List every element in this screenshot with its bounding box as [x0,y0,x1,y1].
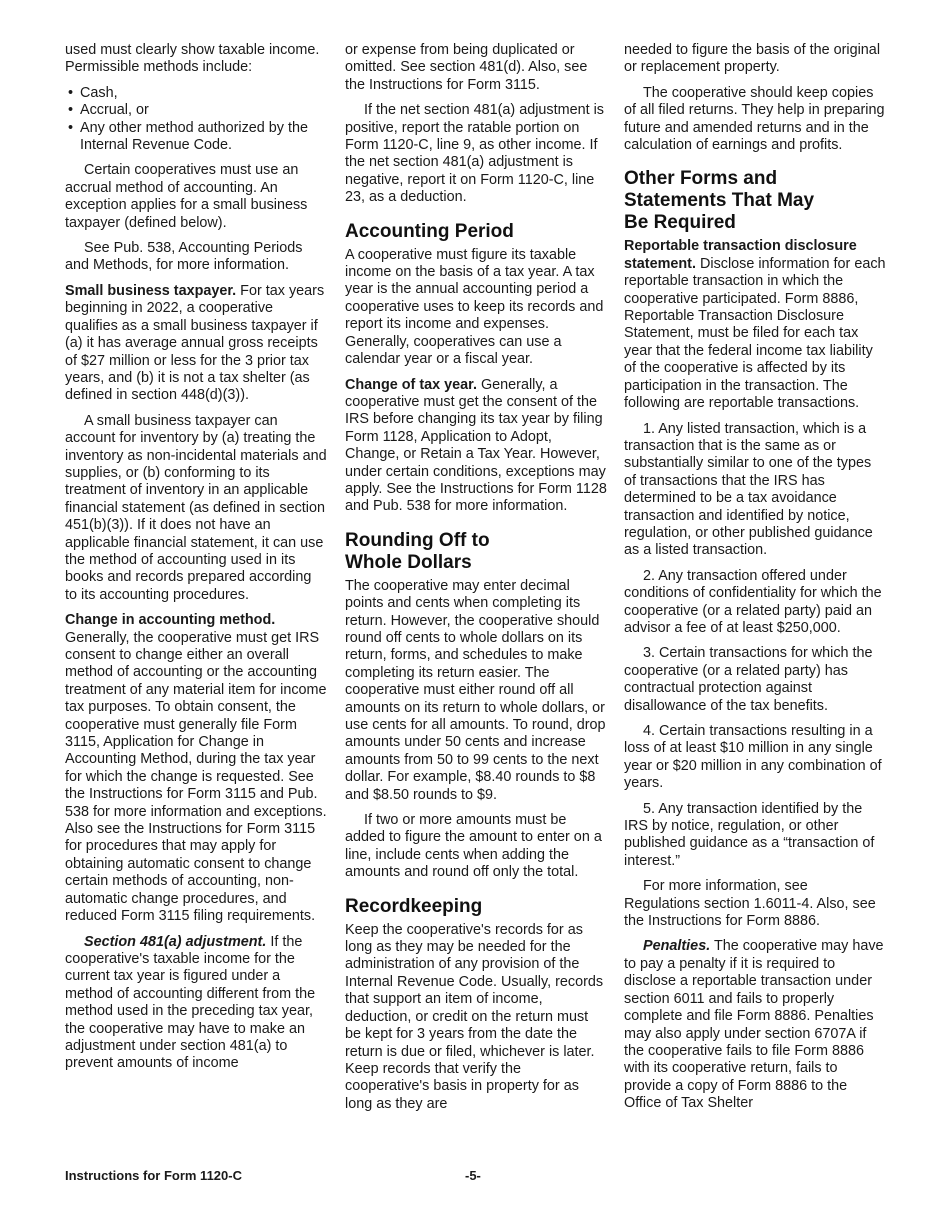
paragraph: See Pub. 538, Accounting Periods and Methods, for more information. [65,240,303,274]
section-heading: Other Forms and Statements That May Be Required [624,168,815,234]
paragraph: If two or more amounts must be added to figure the amount to enter on a line, include cents when adding the amounts and round off only the total. [345,812,602,881]
paragraph: The cooperative may enter decimal points and cents when completing its return. However, the cooperative should round off cents to whole dollars on its return, forms, and schedules to make completing its return easier. The cooperative must either round off all amounts on its return to whole dollars, or use cents for all amounts. To round, drop amounts under 50 cents and increase amounts from 50 to 99 cents to the next dollar. For example, $8.40 rounds to $8 and $8.50 rounds to $9. [345,577,606,803]
column-2 [345,42,607,1121]
list-item: 4. Certain transactions resulting in a loss of at least $10 million in any single year or $20 million in any combination of years. [624,723,882,792]
list-item: • Accrual, or [68,102,149,119]
method-list [65,85,327,155]
run-in-heading: Change of tax year. [345,376,477,393]
paragraph: Penalties. The cooperative may have to pay a penalty if it is required to disclose a reportable transaction under section 6011 and fails to properly complete and file Form 8886. Penalties may also apply under section 6707A if the cooperative fails to file Form 8886 with its cooperative return, fails to provide a copy of Form 8886 to the Office of Tax Shelter [624,938,884,1112]
paragraph: A cooperative must figure its taxable income on the basis of a tax year. A tax year is the annual accounting period a cooperative uses to keep its records and report its income and expenses. Generally, cooperatives can use a calendar year or a fiscal year. [345,246,604,368]
paragraph: Small business taxpayer. For tax years beginning in 2022, a cooperative qualifies as a small business taxpayer if (a) it has average annual gross receipts of $27 million or less for the 3 prior tax years, and (b) it is not a tax shelter (as defined in section 448(d)(3)). [65,282,325,404]
page-number: -5- [465,1168,481,1183]
paragraph: A small business taxpayer can account for inventory by (a) treating the inventory as non-incidental materials and supplies, or (b) conforming to its treatment of inventory in an applicable financial statement (as defined in section 451(b)(3)). If it does not have an applicable financial statement, it can use the method of accounting used in its books and records prepared according to its accounting procedures. [65,412,327,603]
bullet-icon: • [68,119,74,136]
paragraph: Certain cooperatives must use an accrual method of accounting. An exception applies for a small business taxpayer (defined below). [65,162,308,231]
run-in-heading: Change in accounting method. [65,612,276,629]
paragraph: Change of tax year. Generally, a cooperative must get the consent of the IRS before changing its tax year by filing Form 1128, Application to Adopt, Change, or Retain a Tax Year. However, under certain conditions, exceptions may apply. See the Instructions for Form 1128 and Pub. 538 for more information. [345,376,607,515]
list-item: • Cash, [68,84,118,101]
list-item: 3. Certain transactions for which the cooperative (or a related party) has contractual protection against disallowance of the tax benefits. [624,645,873,714]
list-item: 5. Any transaction identified by the IRS by notice, regulation, or other published guidance as a “transaction of interest.” [624,800,875,869]
section-heading: Rounding Off to Whole Dollars [345,529,490,573]
list-item: • Any other method authorized by the Internal Revenue Code. [68,119,308,154]
paragraph: or expense from being duplicated or omitted. See section 481(d). Also, see the Instructions for Form 3115. [345,42,588,93]
paragraph: Keep the cooperative's records for as long as they may be needed for the administration of any provision of the Internal Revenue Code. Usually, records that support an item of income, deduction, or credit on the return must be kept for 3 years from the date the return is due or filed, whichever is later. Keep records that verify the cooperative's basis in property for as long as they are [345,921,604,1112]
paragraph: needed to figure the basis of the original or replacement property. [624,42,881,76]
run-in-heading: Penalties. [643,938,711,955]
run-in-heading: Reportable transaction disclosure statement. [624,238,857,272]
paragraph: Change in accounting method. Generally, the cooperative must get IRS consent to change either an overall method of accounting or the accounting treatment of any material item for income tax purposes. To obtain consent, the cooperative must generally file Form 3115, Application for Change in Accounting Method, during the tax year for which the change is requested. See the Instructions for Form 3115 and Pub. 538 for more information and exceptions. Also see the Instructions for Form 3115 for procedures that may apply for obtaining automatic consent to change certain methods of accounting, non-automatic change procedures, and reduced Form 3115 filing requirements. [65,612,327,925]
paragraph: Section 481(a) adjustment. If the cooperative's taxable income for the current tax year is figured under a method of accounting different from the method used in the preceding tax year, the cooperative may have to make an adjustment under section 481(a) to prevent amounts of income [65,933,316,1072]
column-1 [65,42,327,1081]
footer-form-title: Instructions for Form 1120-C [65,1168,242,1183]
paragraph: Reportable transaction disclosure statement. Disclose information for each reportable transaction in which the cooperative participated. Form 8886, Reportable Transaction Disclosure Statement, must be filed for each tax year that the federal income tax liability of the cooperative is affected by its participation in the transaction. The following are reportable transactions. [624,238,886,412]
paragraph: For more information, see Regulations section 1.6011-4. Also, see the Instructions for Form 8886. [624,878,876,930]
column-3 [624,42,886,1121]
paragraph: If the net section 481(a) adjustment is positive, report the ratable portion on Form 1120-C, line 9, as other income. If the net section 481(a) adjustment is negative, report it on Form 1120-C, line 23, as a deduction. [345,102,604,206]
run-in-heading: Section 481(a) adjustment. [84,933,267,950]
section-heading: Recordkeeping [345,895,483,917]
run-in-heading: Small business taxpayer. [65,282,237,299]
bullet-icon: • [68,102,74,119]
bullet-icon: • [68,84,74,101]
section-heading: Accounting Period [345,220,514,242]
list-item: 2. Any transaction offered under conditions of confidentiality for which the cooperative (or a related party) paid an advisor a fee of at least $250,000. [624,567,882,636]
paragraph: The cooperative should keep copies of all filed returns. They help in preparing future and amended returns and in the calculation of earnings and profits. [624,84,885,154]
paragraph: used must clearly show taxable income. Permissible methods include: [65,42,320,76]
list-item: 1. Any listed transaction, which is a transaction that is the same as or substantially similar to one of the types of transactions that the IRS has determined to be a tax avoidance transaction and identified by notice, regulation, or other published guidance as a listed transaction. [624,420,873,559]
